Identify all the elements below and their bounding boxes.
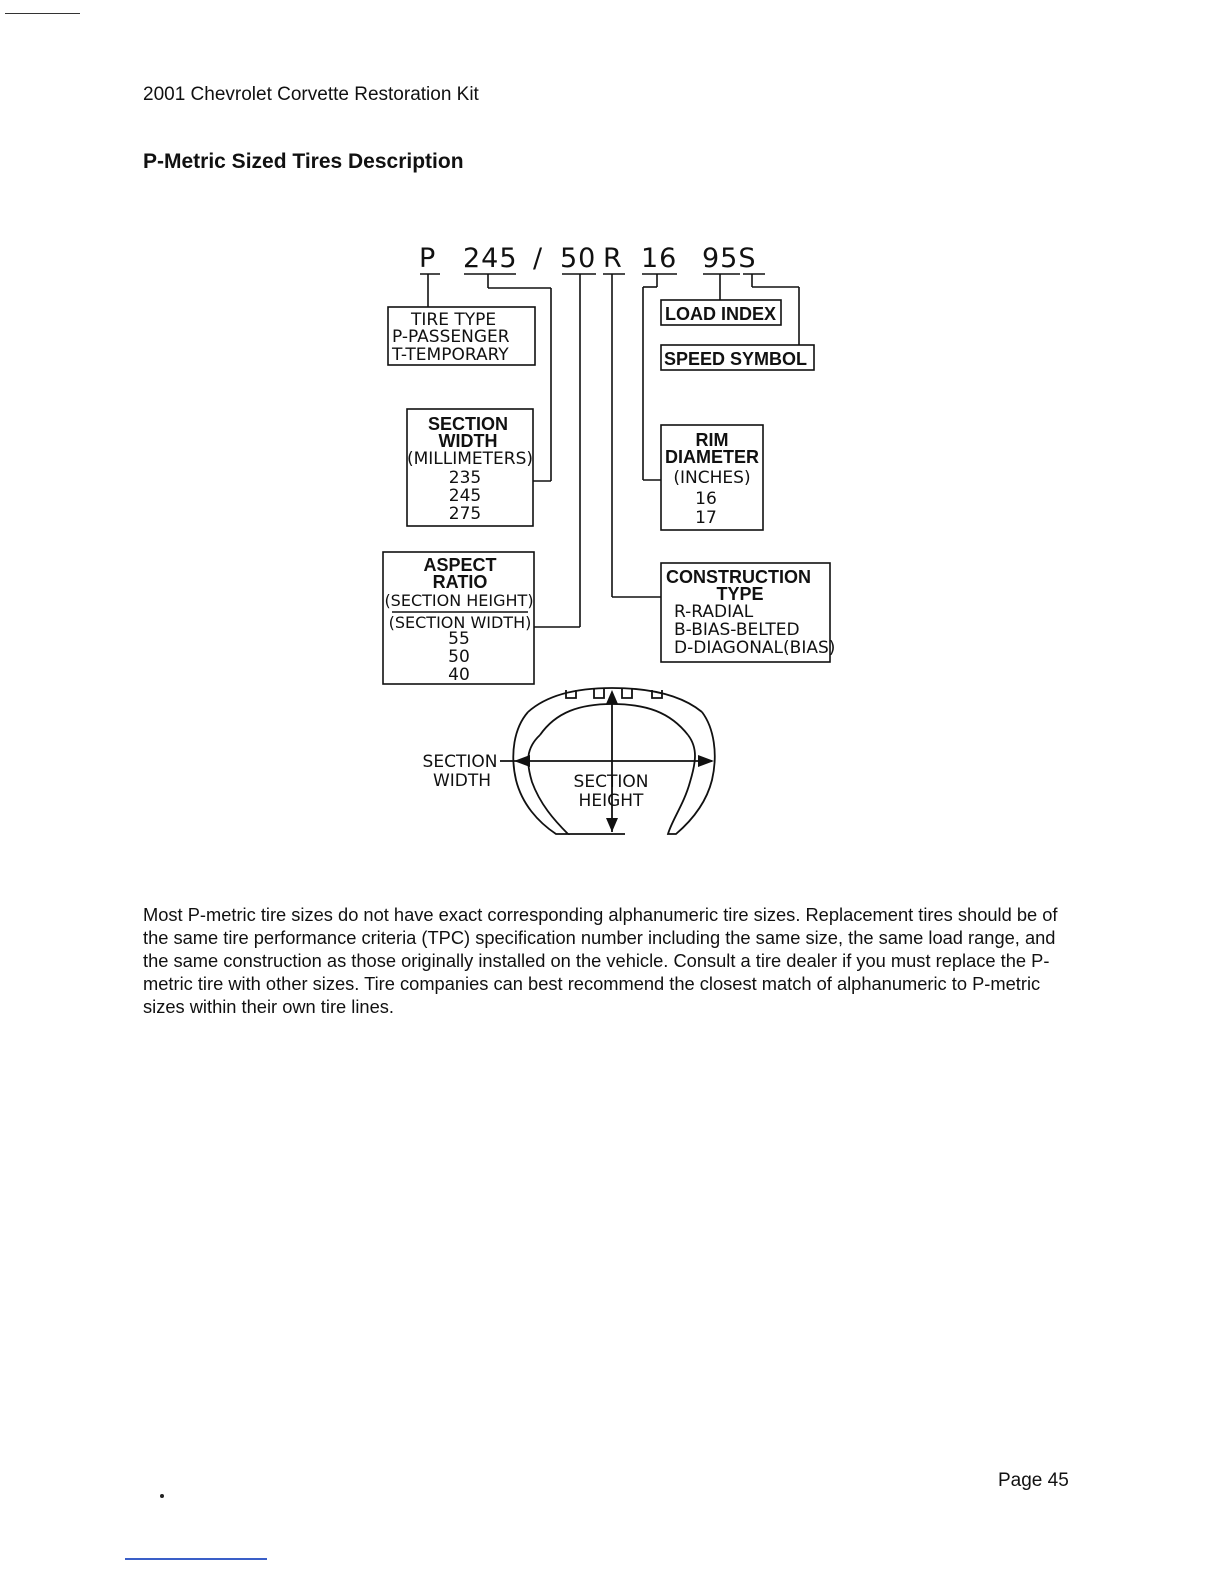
rim-diameter-title: RIM (695, 430, 729, 450)
tire-type-line: T-TEMPORARY (392, 345, 509, 365)
section-width-value: 245 (448, 486, 482, 506)
aspect-ratio-value: 55 (448, 629, 470, 649)
aspect-ratio-denominator: (SECTION WIDTH) (388, 613, 532, 632)
rim-diameter-unit: (INCHES) (673, 468, 751, 488)
code-rim: 16 (641, 243, 678, 274)
section-width-fig-label: SECTION (422, 752, 498, 772)
rim-diameter-title: DIAMETER (665, 447, 759, 467)
code-prefix: P (419, 243, 437, 274)
tire-type-title: TIRE TYPE (411, 310, 497, 330)
aspect-ratio-value: 40 (448, 665, 470, 685)
section-width-value: 275 (448, 504, 482, 524)
section-width-title: SECTION (427, 414, 509, 434)
section-height-fig-label: HEIGHT (578, 791, 644, 811)
load-index-label: LOAD INDEX (665, 304, 777, 324)
section-width-unit: (MILLIMETERS) (406, 449, 534, 469)
scan-artifact-dot (160, 1494, 164, 1498)
document-header: 2001 Chevrolet Corvette Restoration Kit (143, 84, 479, 105)
footnote-rule (125, 1558, 267, 1560)
construction-type-title: TYPE (716, 584, 764, 604)
page-title: P-Metric Sized Tires Description (143, 150, 464, 173)
speed-symbol-label: SPEED SYMBOL (664, 349, 808, 369)
section-height-fig-label: SECTION (573, 772, 649, 792)
aspect-ratio-title: ASPECT (423, 555, 497, 575)
section-width-fig-label: WIDTH (432, 771, 492, 791)
section-width-title: WIDTH (438, 431, 498, 451)
construction-type-line: D-DIAGONAL(BIAS) (674, 638, 836, 658)
construction-type-title: CONSTRUCTION (666, 567, 811, 587)
section-width-value: 235 (448, 468, 482, 488)
code-aspect: 50 (560, 243, 597, 274)
rim-diameter-value: 16 (695, 489, 717, 509)
tire-type-line: P-PASSENGER (392, 327, 510, 347)
construction-type-line: R-RADIAL (674, 602, 754, 622)
code-service: 95S (702, 243, 757, 274)
body-paragraph: Most P-metric tire sizes do not have exact corresponding alphanumeric tire sizes. Replacement tires should be of the same tire performance criteria (TPC) specification number including the same size, the same load range, and the same construction as those originally installed on the vehicle. Consult a tire dealer if you must replace the P-metric tire with other sizes. Tire companies can best recommend the closest match of alphanumeric to P-metric sizes within their own tire lines. (143, 904, 1058, 1017)
construction-type-line: B-BIAS-BELTED (674, 620, 800, 640)
page-number: Page 45 (998, 1470, 1069, 1491)
aspect-ratio-value: 50 (448, 647, 470, 667)
aspect-ratio-numerator: (SECTION HEIGHT) (384, 591, 534, 610)
code-construction: R (603, 243, 623, 274)
rim-diameter-value: 17 (695, 508, 717, 528)
code-slash: / (533, 243, 544, 274)
code-width: 245 (463, 243, 518, 274)
aspect-ratio-title: RATIO (432, 572, 488, 592)
tire-cross-section (500, 688, 715, 834)
